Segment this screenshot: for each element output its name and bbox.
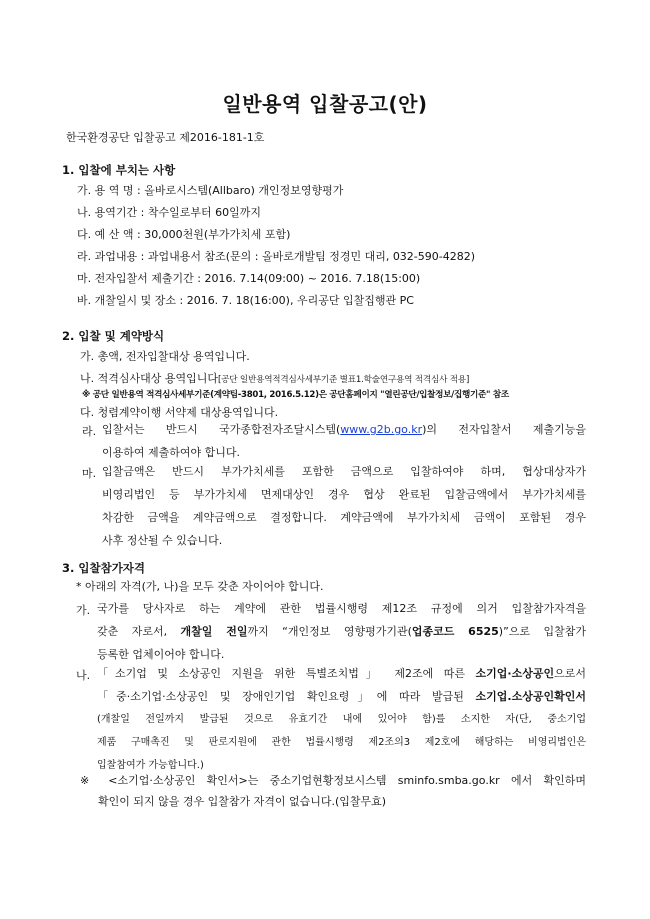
s2-item-a: 가. 총액, 전자입찰대상 용역입니다. — [80, 350, 250, 363]
s3-item-a-line1: 국가를 당사자로 하는 계약에 관한 법률시행령 제12조 규정에 의거 입찰참가자격을 — [97, 602, 586, 615]
s2-item-e-line3: 차감한 금액을 계약금액으로 결정합니다. 계약금액에 부가가치세 금액이 포함된 경우 — [102, 511, 586, 524]
page-title: 일반용역 입찰공고(안) — [222, 92, 428, 116]
s3-b-text-2: 으로서 — [554, 667, 586, 680]
s2-item-b-main: 나. 적격심사대상 용역입니다 — [80, 372, 219, 385]
s3-item-b-label: 나. — [76, 669, 91, 682]
s2-item-d-label: 라. — [82, 425, 97, 438]
s3-item-a-line2 — [97, 620, 586, 643]
s2-item-c: 다. 청렴계약이행 서약제 대상용역입니다. — [80, 406, 279, 419]
s2-item-e-line2: 비영리법인 등 부가가치세 면제대상인 경우 협상 완료된 입찰금액에서 부가가치세를 — [102, 488, 586, 501]
s2-item-e — [102, 460, 586, 552]
s3-note-line2: 확인이 되지 않을 경우 입찰참가 자격이 없습니다.(입찰무효) — [98, 795, 387, 808]
s2-item-e-label: 마. — [82, 467, 97, 480]
s3-a-text-2: 까지 “개인정보 영향평가기관( — [247, 625, 412, 638]
s3-item-a-line3: 등록한 업체이어야 합니다. — [97, 648, 225, 661]
s2-item-d-post: )의 전자입찰서 제출기능을 — [422, 423, 586, 436]
s3-item-b-line3: (개찰일 전일까지 발급된 것으로 유효기간 내에 있어야 함)를 소지한 자(단, 중소기업 — [97, 714, 586, 725]
s1-item-service-name: 가. 용 역 명 : 올바로시스템(Allbaro) 개인정보영향평가 — [77, 184, 344, 197]
s1-item-period: 나. 용역기간 : 착수일로부터 60일까지 — [77, 206, 261, 219]
s3-item-a-label: 가. — [76, 604, 91, 617]
s3-b-bold-2: 소기업.소상공인확인서 — [475, 690, 586, 703]
s3-a-bold-code: 업종코드 6525 — [411, 625, 499, 638]
s3-b-text-3: 「중·소기업·소상공인 및 장애인기업 확인요령」에 따라 발급된 — [97, 690, 476, 703]
s3-b-text-1: 「소기업 및 소상공인 지원을 위한 특별조치법」 제2조에 따른 — [97, 667, 476, 680]
s3-item-b-line5: 입찰참여가 가능합니다.) — [97, 760, 204, 771]
section-3-heading: 3. 입찰참가자격 — [62, 561, 146, 575]
s1-item-submission-period: 마. 전자입찰서 제출기간 : 2016. 7.14(09:00) ~ 2016. 7.18(15:00) — [77, 272, 421, 285]
s3-note-line1: ※ <소기업·소상공인 확인서>는 중소기업현황정보시스템 sminfo.smba.go.kr 에서 확인하며 — [80, 774, 586, 787]
s2-item-d-line1 — [102, 418, 586, 441]
s1-item-budget: 다. 예 산 액 : 30,000천원(부가가치세 포함) — [77, 228, 291, 241]
s3-item-b-line2 — [97, 685, 586, 708]
s2-item-b-detail: [공단 일반용역적격심사세부기준 별표1.학술연구용역 적격심사 적용] — [218, 375, 470, 385]
s3-a-text-3: )”으로 입찰참가 — [498, 625, 586, 638]
notice-number: 한국환경공단 입찰공고 제2016-181-1호 — [66, 131, 265, 144]
s2-item-d-line2: 이용하여 제출하여야 합니다. — [102, 446, 241, 459]
s1-item-opening: 바. 개찰일시 및 장소 : 2016. 7. 18(16:00), 우리공단 입찰집행관 PC — [77, 294, 414, 307]
s2-item-d — [102, 418, 586, 464]
s2-item-d-pre: 입찰서는 반드시 국가종합전자조달시스템( — [102, 423, 341, 436]
s3-item-b-line4: 제품 구매촉진 및 판로지원에 관한 법률시행령 제2조의3 제2호에 해당하는 비영리법인은 — [97, 737, 586, 748]
s3-item-a — [97, 597, 586, 666]
g2b-link[interactable]: www.g2b.go.kr — [340, 423, 423, 436]
s3-b-bold-1: 소기업·소상공인 — [475, 667, 555, 680]
section-1-heading: 1. 입찰에 부치는 사항 — [62, 163, 176, 177]
s3-item-b — [97, 662, 586, 777]
s2-item-e-line4: 사후 정산될 수 있습니다. — [102, 534, 223, 547]
s2-item-b — [80, 372, 469, 387]
s1-item-scope: 라. 과업내용 : 과업내용서 참조(문의 : 올바로개발팀 정경민 대리, 032-590-4282) — [77, 250, 476, 263]
s2-item-e-line1: 입찰금액은 반드시 부가가치세를 포함한 금액으로 입찰하여야 하며, 협상대상자가 — [102, 465, 586, 478]
s3-note — [80, 770, 586, 812]
section-2-heading: 2. 입찰 및 계약방식 — [62, 329, 165, 343]
s3-a-text-1: 갖춘 자로서, — [97, 625, 181, 638]
s2-note: ※ 공단 일반용역 적격심사세부기준(계약팀-3801, 2016.5.12)은 공단홈페이지 "열린공단/입찰정보/집행기준" 참조 — [82, 390, 509, 400]
s3-intro: * 아래의 자격(가, 나)을 모두 갖춘 자이어야 합니다. — [76, 580, 324, 593]
s3-item-b-line1 — [97, 662, 586, 685]
s3-a-bold-deadline: 개찰일 전일 — [180, 625, 248, 638]
